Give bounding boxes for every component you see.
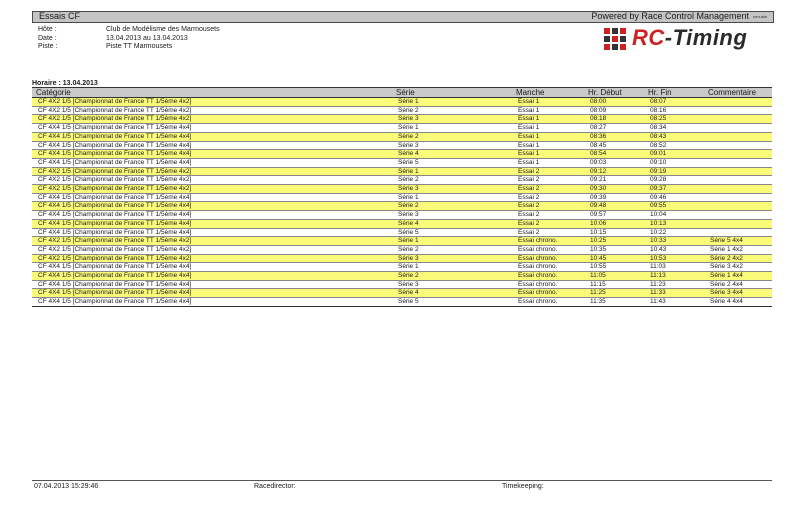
cell-comment	[704, 158, 772, 167]
table-row	[32, 176, 772, 185]
cell-series: Série 4	[392, 150, 512, 159]
cell-heat: Essai chrono.	[512, 245, 584, 254]
rc-timing-logo	[604, 25, 774, 53]
cell-heat: Essai 1	[512, 98, 584, 107]
col-comment: Commentaire	[704, 88, 772, 98]
cell-series: Série 1	[392, 124, 512, 133]
cell-start: 09:12	[584, 167, 644, 176]
table-row	[32, 193, 772, 202]
cell-category: CF 4X2 1/5 [Championnat de France TT 1/5ème 4x2]	[32, 98, 392, 107]
cell-series: Série 4	[392, 289, 512, 298]
cell-comment: Série 3 4x2	[704, 263, 772, 272]
cell-end: 09:55	[644, 202, 704, 211]
cell-heat: Essai chrono.	[512, 289, 584, 298]
table-row	[32, 228, 772, 237]
cell-start: 08:09	[584, 106, 644, 115]
cell-category: CF 4X4 1/5 [Championnat de France TT 1/5ème 4x4]	[32, 280, 392, 289]
cell-end: 09:37	[644, 185, 704, 194]
table-row	[32, 115, 772, 124]
cell-heat: Essai chrono.	[512, 263, 584, 272]
table-row	[32, 132, 772, 141]
cell-comment	[704, 124, 772, 133]
cell-category: CF 4X2 1/5 [Championnat de France TT 1/5ème 4x2]	[32, 115, 392, 124]
cell-series: Série 3	[392, 115, 512, 124]
cell-series: Série 5	[392, 158, 512, 167]
meta-value: Club de Modélisme des Marmousets	[106, 26, 220, 33]
cell-comment: Série 1 4x4	[704, 272, 772, 281]
meta-host	[38, 26, 220, 35]
cell-comment	[704, 98, 772, 107]
cell-comment: Série 1 4x2	[704, 245, 772, 254]
cell-end: 11:43	[644, 298, 704, 307]
cell-comment: Série 3 4x4	[704, 289, 772, 298]
cell-category: CF 4X4 1/5 [Championnat de France TT 1/5ème 4x4]	[32, 202, 392, 211]
cell-end: 08:34	[644, 124, 704, 133]
cell-comment	[704, 185, 772, 194]
cell-end: 11:03	[644, 263, 704, 272]
cell-heat: Essai 1	[512, 150, 584, 159]
powered-by-small: rcm-win	[753, 14, 767, 20]
cell-series: Série 3	[392, 254, 512, 263]
cell-category: CF 4X4 1/5 [Championnat de France TT 1/5ème 4x4]	[32, 298, 392, 307]
cell-end: 11:13	[644, 272, 704, 281]
meta-track	[38, 43, 220, 52]
cell-start: 10:06	[584, 219, 644, 228]
cell-category: CF 4X4 1/5 [Championnat de France TT 1/5ème 4x4]	[32, 141, 392, 150]
cell-comment	[704, 211, 772, 220]
cell-heat: Essai 2	[512, 228, 584, 237]
cell-end: 08:07	[644, 98, 704, 107]
cell-category: CF 4X4 1/5 [Championnat de France TT 1/5ème 4x4]	[32, 158, 392, 167]
cell-comment	[704, 219, 772, 228]
cell-category: CF 4X4 1/5 [Championnat de France TT 1/5ème 4x4]	[32, 211, 392, 220]
cell-start: 10:45	[584, 254, 644, 263]
cell-heat: Essai 2	[512, 185, 584, 194]
cell-series: Série 1	[392, 263, 512, 272]
cell-start: 11:25	[584, 289, 644, 298]
table-row	[32, 263, 772, 272]
cell-category: CF 4X2 1/5 [Championnat de France TT 1/5ème 4x2]	[32, 167, 392, 176]
table-row	[32, 141, 772, 150]
cell-category: CF 4X4 1/5 [Championnat de France TT 1/5ème 4x4]	[32, 263, 392, 272]
cell-end: 08:43	[644, 132, 704, 141]
table-header-row	[32, 88, 772, 98]
cell-comment	[704, 150, 772, 159]
cell-start: 08:54	[584, 150, 644, 159]
cell-category: CF 4X4 1/5 [Championnat de France TT 1/5ème 4x4]	[32, 219, 392, 228]
timekeeping-label: Timekeeping:	[502, 483, 544, 490]
cell-heat: Essai 2	[512, 176, 584, 185]
cell-category: CF 4X2 1/5 [Championnat de France TT 1/5ème 4x2]	[32, 237, 392, 246]
table-row	[32, 98, 772, 107]
cell-end: 09:46	[644, 193, 704, 202]
cell-heat: Essai 2	[512, 202, 584, 211]
table-row	[32, 298, 772, 307]
cell-heat: Essai 1	[512, 158, 584, 167]
cell-heat: Essai 2	[512, 193, 584, 202]
cell-category: CF 4X4 1/5 [Championnat de France TT 1/5ème 4x4]	[32, 132, 392, 141]
table-row	[32, 124, 772, 133]
cell-comment: Série 2 4x2	[704, 254, 772, 263]
cell-heat: Essai chrono.	[512, 272, 584, 281]
cell-heat: Essai 1	[512, 124, 584, 133]
cell-series: Série 2	[392, 245, 512, 254]
meta-label: Date :	[38, 34, 57, 42]
powered-by-text: Powered by Race Control Management	[591, 11, 749, 21]
cell-category: CF 4X2 1/5 [Championnat de France TT 1/5ème 4x2]	[32, 254, 392, 263]
meta-label: Piste :	[38, 43, 58, 50]
cell-end: 09:01	[644, 150, 704, 159]
cell-start: 09:21	[584, 176, 644, 185]
cell-category: CF 4X2 1/5 [Championnat de France TT 1/5ème 4x2]	[32, 245, 392, 254]
cell-end: 09:10	[644, 158, 704, 167]
report-footer	[32, 480, 772, 491]
cell-heat: Essai 1	[512, 132, 584, 141]
cell-series: Série 3	[392, 211, 512, 220]
cell-comment: Série 2 4x4	[704, 280, 772, 289]
cell-end: 10:04	[644, 211, 704, 220]
meta-value: Piste TT Marmousets	[106, 43, 173, 50]
cell-start: 11:05	[584, 272, 644, 281]
cell-comment	[704, 141, 772, 150]
logo-text	[632, 25, 747, 51]
report-title: Essais CF	[39, 11, 81, 21]
cell-comment	[704, 176, 772, 185]
table-row	[32, 237, 772, 246]
table-row	[32, 150, 772, 159]
printed-timestamp: 07.04.2013 15:29:46	[34, 483, 99, 490]
cell-start: 09:48	[584, 202, 644, 211]
cell-category: CF 4X4 1/5 [Championnat de France TT 1/5ème 4x4]	[32, 272, 392, 281]
logo-rc: RC	[632, 25, 665, 50]
table-row	[32, 167, 772, 176]
schedule-title: Horaire : 13.04.2013	[32, 80, 98, 87]
col-heat: Manche	[512, 88, 584, 98]
cell-start: 10:25	[584, 237, 644, 246]
cell-start: 10:35	[584, 245, 644, 254]
cell-series: Série 3	[392, 185, 512, 194]
cell-start: 09:57	[584, 211, 644, 220]
table-row	[32, 185, 772, 194]
cell-comment	[704, 202, 772, 211]
cell-category: CF 4X4 1/5 [Championnat de France TT 1/5ème 4x4]	[32, 150, 392, 159]
cell-end: 10:22	[644, 228, 704, 237]
cell-start: 11:15	[584, 280, 644, 289]
cell-end: 09:28	[644, 176, 704, 185]
logo-rest: -Timing	[664, 25, 748, 50]
cell-heat: Essai 1	[512, 106, 584, 115]
col-start: Hr. Début	[584, 88, 644, 98]
cell-heat: Essai 2	[512, 219, 584, 228]
cell-series: Série 4	[392, 219, 512, 228]
table-row	[32, 254, 772, 263]
cell-end: 09:19	[644, 167, 704, 176]
cell-start: 09:30	[584, 185, 644, 194]
cell-heat: Essai 1	[512, 115, 584, 124]
cell-comment	[704, 106, 772, 115]
cell-category: CF 4X2 1/5 [Championnat de France TT 1/5ème 4x2]	[32, 185, 392, 194]
cell-series: Série 5	[392, 228, 512, 237]
table-row	[32, 289, 772, 298]
cell-start: 08:27	[584, 124, 644, 133]
table-row	[32, 106, 772, 115]
cell-category: CF 4X4 1/5 [Championnat de France TT 1/5ème 4x4]	[32, 289, 392, 298]
cell-comment	[704, 193, 772, 202]
col-series: Série	[392, 88, 512, 98]
cell-series: Série 2	[392, 272, 512, 281]
cell-heat: Essai chrono.	[512, 237, 584, 246]
cell-start: 08:18	[584, 115, 644, 124]
cell-start: 08:00	[584, 98, 644, 107]
table-row	[32, 272, 772, 281]
table-row	[32, 211, 772, 220]
cell-end: 08:52	[644, 141, 704, 150]
table-row	[32, 245, 772, 254]
cell-category: CF 4X4 1/5 [Championnat de France TT 1/5ème 4x4]	[32, 193, 392, 202]
cell-start: 08:36	[584, 132, 644, 141]
meta-label: Hôte :	[38, 26, 57, 33]
cell-category: CF 4X4 1/5 [Championnat de France TT 1/5ème 4x4]	[32, 124, 392, 133]
cell-comment: Série 4 4x4	[704, 298, 772, 307]
report-header-bar	[32, 11, 774, 23]
cell-comment: Série 5 4x4	[704, 237, 772, 246]
schedule-table	[32, 87, 772, 307]
cell-heat: Essai 2	[512, 211, 584, 220]
cell-series: Série 1	[392, 167, 512, 176]
cell-heat: Essai chrono.	[512, 254, 584, 263]
schedule-body	[32, 98, 772, 307]
table-row	[32, 280, 772, 289]
meta-date	[38, 35, 220, 44]
cell-start: 10:15	[584, 228, 644, 237]
powered-by	[591, 11, 767, 21]
cell-series: Série 2	[392, 176, 512, 185]
cell-series: Série 1	[392, 98, 512, 107]
cell-comment	[704, 115, 772, 124]
cell-category: CF 4X2 1/5 [Championnat de France TT 1/5ème 4x2]	[32, 176, 392, 185]
cell-series: Série 3	[392, 280, 512, 289]
cell-series: Série 2	[392, 132, 512, 141]
meta-value: 13.04.2013 au 13.04.2013	[106, 34, 188, 42]
cell-end: 11:33	[644, 289, 704, 298]
cell-start: 11:35	[584, 298, 644, 307]
col-category: Catégorie	[32, 88, 392, 98]
cell-series: Série 3	[392, 141, 512, 150]
table-row	[32, 158, 772, 167]
cell-end: 10:13	[644, 219, 704, 228]
cell-comment	[704, 228, 772, 237]
cell-end: 10:43	[644, 245, 704, 254]
cell-heat: Essai 1	[512, 141, 584, 150]
cell-heat: Essai 2	[512, 167, 584, 176]
cell-end: 10:53	[644, 254, 704, 263]
table-row	[32, 219, 772, 228]
event-meta	[38, 26, 220, 52]
cell-category: CF 4X2 1/5 [Championnat de France TT 1/5ème 4x2]	[32, 106, 392, 115]
cell-comment	[704, 132, 772, 141]
cell-end: 08:16	[644, 106, 704, 115]
cell-series: Série 1	[392, 193, 512, 202]
cell-series: Série 2	[392, 106, 512, 115]
rc-logo-mark-icon	[604, 28, 628, 50]
cell-start: 08:45	[584, 141, 644, 150]
cell-heat: Essai chrono.	[512, 298, 584, 307]
cell-end: 10:33	[644, 237, 704, 246]
cell-heat: Essai chrono.	[512, 280, 584, 289]
racedirector-label: Racedirector:	[254, 483, 296, 490]
cell-comment	[704, 167, 772, 176]
cell-start: 10:55	[584, 263, 644, 272]
cell-series: Série 2	[392, 202, 512, 211]
cell-start: 09:39	[584, 193, 644, 202]
cell-end: 08:25	[644, 115, 704, 124]
cell-end: 11:23	[644, 280, 704, 289]
cell-series: Série 1	[392, 237, 512, 246]
col-end: Hr. Fin	[644, 88, 704, 98]
cell-series: Série 5	[392, 298, 512, 307]
table-row	[32, 202, 772, 211]
cell-start: 09:03	[584, 158, 644, 167]
cell-category: CF 4X4 1/5 [Championnat de France TT 1/5ème 4x4]	[32, 228, 392, 237]
